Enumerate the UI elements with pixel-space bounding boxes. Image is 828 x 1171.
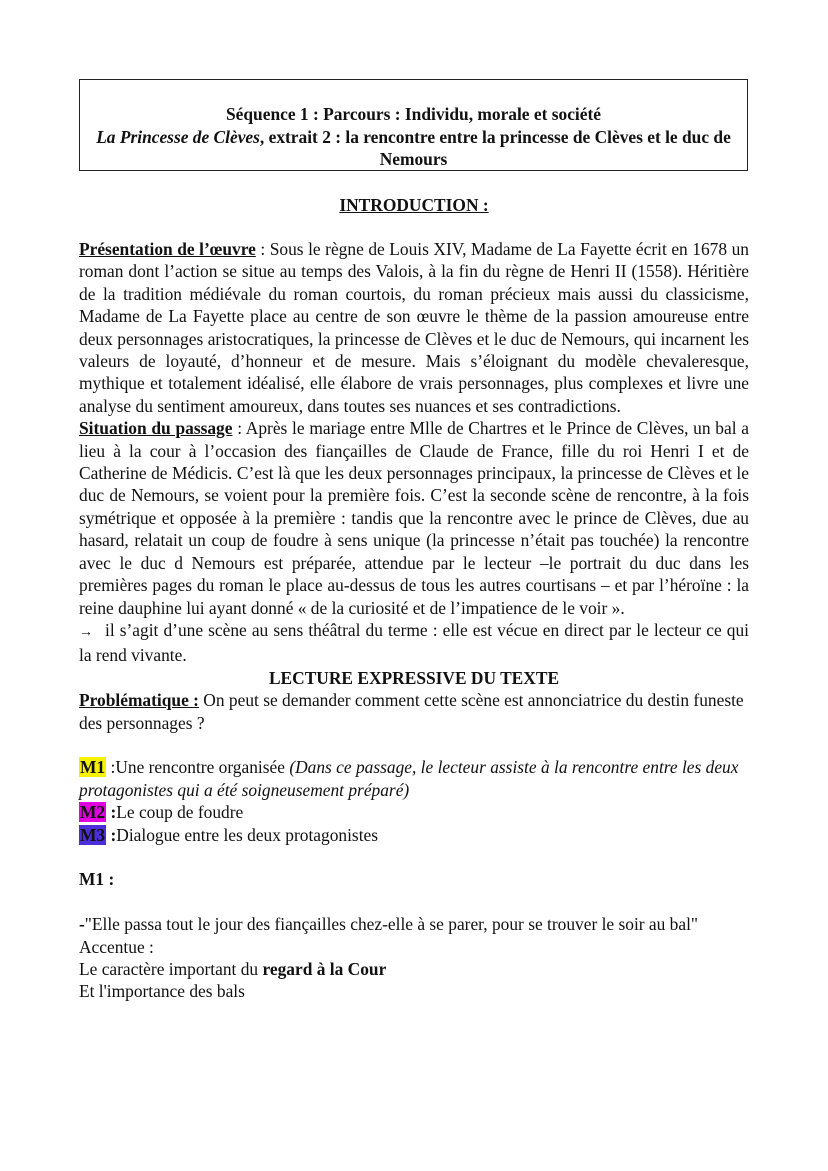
- movement-m2: [79, 801, 749, 823]
- spacer: [79, 846, 749, 868]
- title-line-2-rest: , extrait 2 : la rencontre entre la princesse de Clèves et le duc de Nemours: [259, 126, 731, 170]
- presentation-label: Présentation de l’œuvre: [79, 239, 256, 259]
- m1-text: Une rencontre organisée: [115, 757, 290, 778]
- situation-paragraph: [79, 417, 749, 619]
- m1-highlight-tag: M1: [80, 757, 106, 778]
- m2-separator: :: [106, 802, 117, 823]
- lecture-heading: LECTURE EXPRESSIVE DU TEXTE: [268, 667, 560, 688]
- title-line-2: [80, 126, 747, 171]
- m2-highlight-tag: M2: [80, 802, 106, 823]
- m2-text: Le coup de foudre: [116, 802, 244, 823]
- arrow-paragraph: [79, 619, 749, 667]
- problematique-text: On peut se demander comment cette scène est annonciatrice du destin funeste des personnages ?: [79, 690, 744, 733]
- problematique-paragraph: [79, 689, 749, 734]
- movement-m3: [79, 824, 749, 846]
- m1-separator: :: [106, 757, 116, 778]
- presentation-text: : Sous le règne de Louis XIV, Madame de La Fayette écrit en 1678 un roman dont l’action se situe au temps des Valois, à la fin du règne de Henri II (1558). Héritière de la tradition médiévale du roman courtois, du roman précieux mais aussi du classicisme, Madame de La Fayette place au centre de son œuvre le thème de la passion amoureuse entre deux personnages aristocratiques, la princesse de Clèves et le duc de Nemours, qui incarnent les valeurs de loyauté, d’honneur et de mesure. Mais s’éloignant du modèle chevaleresque, mythique et totalement idéalisé, elle élabore de vrais personnages, plus complexes et livre une analyse du sentiment amoureux, dans toutes ses nuances et ses contradictions.: [79, 239, 749, 416]
- arrow-text: il s’agit d’une scène au sens théâtral du terme : elle est vécue en direct par le lecteur ce qui la rend vivante.: [79, 619, 749, 666]
- spacer: [79, 891, 749, 913]
- movement-m1: [79, 756, 749, 801]
- quote-dash: -: [79, 914, 85, 935]
- title-line-1: Séquence 1 : Parcours : Individu, morale et société: [226, 104, 601, 124]
- situation-text: : Après le mariage entre Mlle de Chartres et le Prince de Clèves, un bal a lieu à la cour à l’occasion des fiançailles de Claude de France, fille du roi Henri I et de Catherine de Médicis. C’est là que les deux personnages principaux, la princesse de Clèves et le duc de Nemours, se voient pour la première fois. C’est la seconde scène de rencontre, à la fois symétrique et opposée à la première : tandis que la rencontre avec le prince de Clèves, due au hasard, relatait un coup de foudre à sens unique (la princesse n’était pas touchée) la rencontre avec le duc d Nemours est préparée, attendue par le lecteur –le portrait du duc dans les premières pages du roman le place au-dessus de tous les autres courtisans – et par l’héroïne : la reine dauphine lui ayant donné « de la curiosité et de l’impatience de le voir ».: [79, 418, 749, 618]
- problematique-label: Problématique :: [79, 690, 199, 711]
- accentue-line: Accentue :: [79, 936, 154, 957]
- caractere-line: [79, 958, 749, 980]
- arrow-icon: →: [79, 624, 93, 640]
- situation-label: Situation du passage: [79, 418, 233, 439]
- m1-italic-note: (Dans ce passage, le lecteur assiste à la rencontre entre les deux protagonistes qui a été soigneusement préparé): [79, 757, 739, 800]
- body-text: [79, 238, 749, 1003]
- m3-highlight-tag: M3: [80, 824, 106, 845]
- bals-line: Et l'importance des bals: [79, 981, 245, 1002]
- m3-separator: :: [106, 824, 117, 845]
- introduction-heading: INTRODUCTION :: [339, 195, 489, 215]
- m1-section-heading: M1 :: [79, 869, 115, 890]
- caractere-bold: regard à la Cour: [262, 958, 387, 979]
- quote-text: "Elle passa tout le jour des fiançailles chez-elle à se parer, pour se trouver le soir au bal": [84, 914, 699, 935]
- caractere-text: Le caractère important du: [79, 958, 263, 979]
- m3-text: Dialogue entre les deux protagonistes: [116, 824, 379, 845]
- presentation-paragraph: [79, 238, 749, 417]
- title-work-name: La Princesse de Clèves: [96, 126, 260, 147]
- spacer: [79, 734, 749, 756]
- title-box: [79, 79, 748, 171]
- quote-paragraph: [79, 913, 749, 935]
